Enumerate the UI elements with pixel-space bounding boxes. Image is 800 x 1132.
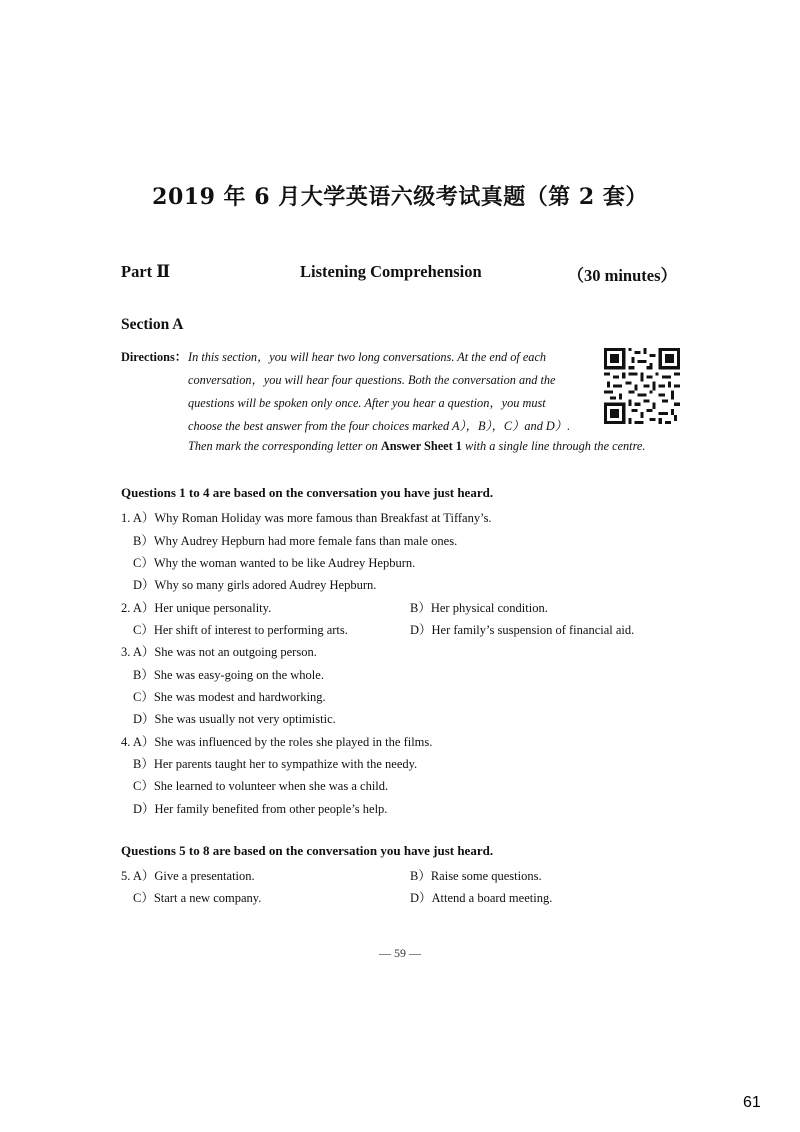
question-5-option-c: C）Start a new company. <box>133 891 262 905</box>
question-number: 3. <box>121 645 131 659</box>
option-text: A）She was influenced by the roles she played in the films. <box>132 735 433 749</box>
option-text: A）She was not an outgoing person. <box>132 645 317 659</box>
question-2-option-b: B）Her physical condition. <box>410 601 548 615</box>
question-3-option-c: C）She was modest and hardworking. <box>133 690 326 704</box>
directions-line: In this section，you will hear two long conversations. At the end of each <box>188 350 547 364</box>
page-title: 2019 年 6 月大学英语六级考试真题（第 2 套） <box>152 184 648 210</box>
question-5-option-a <box>121 866 255 884</box>
question-group-heading: Questions 5 to 8 are based on the conversation you have just heard. <box>121 843 494 858</box>
question-5-option-b: B）Raise some questions. <box>410 869 542 883</box>
directions-label: Directions： <box>121 350 188 364</box>
question-1-option-c: C）Why the woman wanted to be like Audrey Hepburn. <box>133 556 416 570</box>
question-4-option-d: D）Her family benefited from other people’s help. <box>133 802 388 816</box>
directions-line: questions will be spoken only once. After you hear a question，you must <box>188 396 546 410</box>
question-number: 5. <box>121 869 131 883</box>
question-5-option-d: D）Attend a board meeting. <box>410 891 553 905</box>
section-heading: Section A <box>121 316 184 333</box>
directions-text: with a single line through the centre. <box>461 439 646 453</box>
question-number: 1. <box>121 511 131 525</box>
question-1-option-b: B）Why Audrey Hepburn had more female fans than male ones. <box>133 534 458 548</box>
question-4-option-c: C）She learned to volunteer when she was a child. <box>133 779 389 793</box>
answer-sheet-ref: Answer Sheet 1 <box>380 439 462 453</box>
question-number: 4. <box>121 735 131 749</box>
part-time: （30 minutes） <box>567 266 677 285</box>
question-4-option-a <box>121 732 432 750</box>
scan-page-number: 61 <box>743 1094 761 1111</box>
question-1-option-a <box>121 508 492 526</box>
directions-line <box>188 439 645 454</box>
question-4-option-b: B）Her parents taught her to sympathize with the needy. <box>133 757 418 771</box>
part-label: Part Ⅱ <box>121 262 171 281</box>
directions-line: choose the best answer from the four choices marked A），B），C）and D）. <box>188 419 571 433</box>
part-section-title: Listening Comprehension <box>300 262 482 281</box>
question-3-option-b: B）She was easy-going on the whole. <box>133 668 324 682</box>
option-text: A）Her unique personality. <box>132 601 272 615</box>
page-number: — 59 — <box>379 946 421 960</box>
question-3-option-d: D）She was usually not very optimistic. <box>133 712 336 726</box>
question-2-option-a <box>121 598 271 616</box>
qr-code-icon <box>604 348 680 424</box>
question-2-option-d: D）Her family’s suspension of financial aid. <box>410 623 635 637</box>
option-text: A）Give a presentation. <box>132 869 255 883</box>
question-1-option-d: D）Why so many girls adored Audrey Hepburn. <box>133 578 377 592</box>
option-text: A）Why Roman Holiday was more famous than Breakfast at Tiffany’s. <box>132 511 492 525</box>
directions-line: conversation，you will hear four questions. Both the conversation and the <box>188 373 556 387</box>
directions-text: Then mark the corresponding letter on <box>188 439 381 453</box>
question-2-option-c: C）Her shift of interest to performing arts. <box>133 623 348 637</box>
question-group-heading: Questions 1 to 4 are based on the conversation you have just heard. <box>121 485 494 500</box>
question-number: 2. <box>121 601 131 615</box>
part-header <box>121 262 677 284</box>
question-3-option-a <box>121 642 317 660</box>
